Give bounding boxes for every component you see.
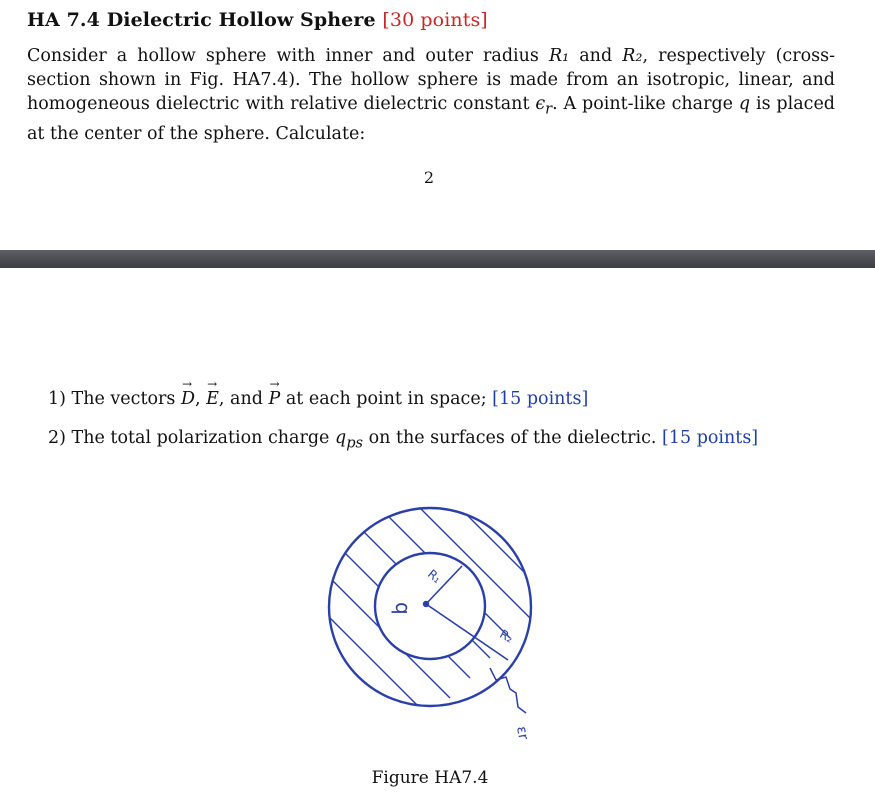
vector-e: → E (206, 389, 219, 409)
figure-caption: Figure HA7.4 (371, 768, 489, 788)
task-1-text-3: , and (218, 389, 269, 409)
task-2-text-1: The total polarization charge (71, 428, 335, 448)
symbol-r2: R₂ (622, 46, 643, 66)
problem-title: Dielectric Hollow Sphere (106, 9, 376, 31)
task-1-text-1: The vectors (71, 389, 181, 409)
symbol-r1: R₁ (548, 46, 570, 66)
symbol-qps-sub: ps (346, 434, 364, 452)
label-epsilon: εr (513, 725, 532, 741)
task-1-text-4: at each point in space; (280, 389, 493, 409)
problem-description (27, 44, 835, 146)
label-outer-radius: R₂ (497, 626, 516, 646)
task-1-points: [15 points] (492, 389, 589, 409)
desc-text-5: is placed at the center of the sphere. Calculate: (27, 94, 835, 144)
problem-heading (27, 9, 488, 31)
task-2 (48, 428, 758, 452)
page-2-bottom (0, 0, 875, 250)
task-1-text-2: , (194, 389, 207, 409)
symbol-q: q (738, 94, 751, 114)
vector-p: → P (269, 389, 281, 409)
vector-d: → D (181, 389, 195, 409)
problem-number: HA 7.4 (27, 9, 100, 31)
label-q: q (391, 602, 415, 615)
label-inner-radius: R₁ (424, 566, 444, 586)
symbol-epsilon: ϵ (535, 94, 546, 114)
task-2-points: [15 points] (662, 428, 759, 448)
symbol-qps: q (334, 428, 347, 448)
task-2-label: 2) (48, 428, 66, 448)
outer-radius-line (426, 604, 508, 660)
hatch-lines (310, 498, 550, 758)
task-1 (48, 389, 588, 409)
desc-text-2: and (569, 46, 623, 66)
page-separator (0, 250, 875, 268)
problem-points: [30 points] (382, 9, 488, 31)
task-2-text-2: on the surfaces of the dielectric. (363, 428, 663, 448)
symbol-epsilon-sub: r (545, 100, 553, 118)
epsilon-pointer-line (490, 668, 526, 713)
desc-text-3: , respectively (cross-section shown in Fig. HA7.4). The hollow sphere is made from an isotropic, linear, and homogeneous dielectric with relative dielectric constant (27, 46, 835, 114)
page-number: 2 (423, 168, 435, 187)
desc-text-1: Consider a hollow sphere with inner and outer radius (27, 46, 549, 66)
desc-text-4: . A point-like charge (552, 94, 739, 114)
hollow-sphere-figure (310, 498, 550, 758)
task-1-label: 1) (48, 389, 66, 409)
